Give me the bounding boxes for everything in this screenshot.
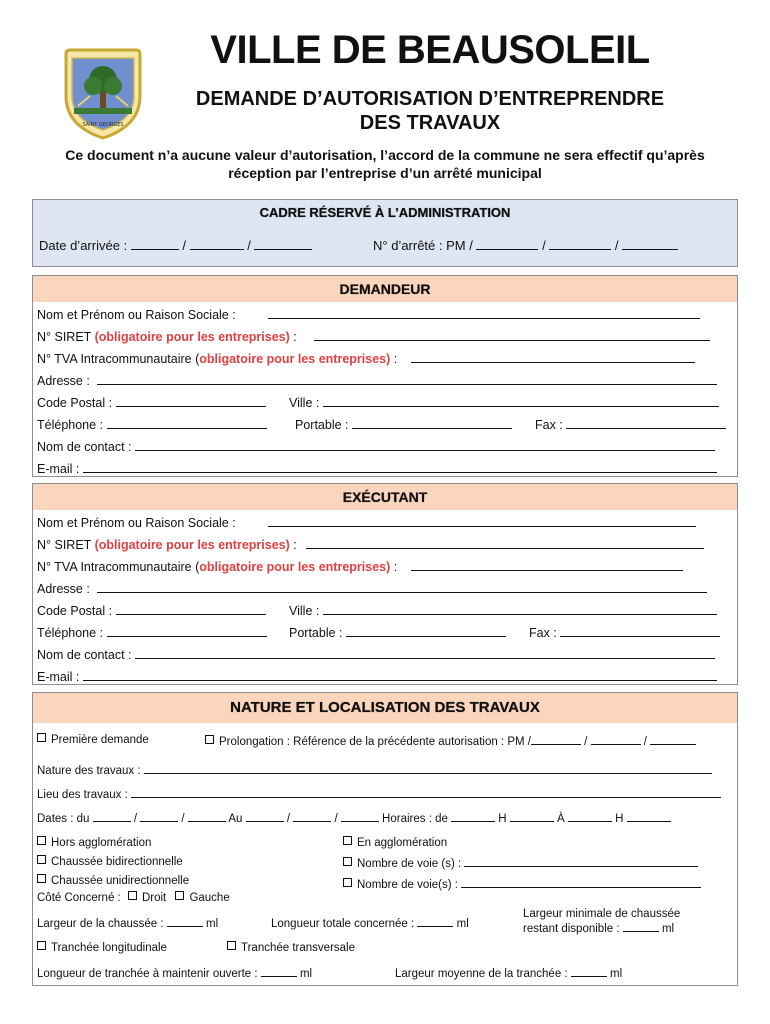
checkbox-icon bbox=[37, 855, 46, 864]
demandeur-section-title: DEMANDEUR bbox=[33, 276, 737, 302]
droit-checkbox[interactable]: Droit bbox=[124, 892, 166, 904]
executant-nom-field[interactable]: Nom et Prénom ou Raison Sociale : bbox=[37, 515, 696, 530]
admin-section-title: CADRE RÉSERVÉ À L’ADMINISTRATION bbox=[259, 205, 511, 220]
nature-section bbox=[32, 692, 738, 986]
largeur-chaussee-field[interactable]: Largeur de la chaussée : ml bbox=[37, 915, 218, 930]
largeur-minimale-field[interactable]: Largeur minimale de chaussée restant disponible : ml bbox=[523, 908, 681, 935]
executant-ville-field[interactable]: Ville : bbox=[289, 603, 717, 618]
executant-siret-field[interactable]: N° SIRET (obligatoire pour les entreprises) : bbox=[37, 537, 704, 552]
checkbox-icon bbox=[128, 891, 137, 900]
demandeur-nom-field[interactable]: Nom et Prénom ou Raison Sociale : bbox=[37, 307, 700, 322]
lieu-travaux-field[interactable]: Lieu des travaux : bbox=[37, 786, 721, 801]
en-agglomeration-checkbox[interactable]: En agglomération bbox=[343, 836, 447, 849]
demandeur-email-field[interactable]: E-mail : bbox=[37, 461, 717, 476]
demandeur-section bbox=[32, 275, 738, 477]
executant-code-postal-field[interactable]: Code Postal : bbox=[37, 603, 266, 618]
checkbox-icon bbox=[205, 735, 214, 744]
demandeur-ville-field[interactable]: Ville : bbox=[289, 395, 719, 410]
checkbox-icon bbox=[227, 941, 236, 950]
longueur-tranchee-field[interactable]: Longueur de tranchée à maintenir ouverte : ml bbox=[37, 965, 312, 980]
date-arrivee-field[interactable]: Date d’arrivée : / / bbox=[39, 238, 312, 253]
demandeur-adresse-field[interactable]: Adresse : bbox=[37, 373, 717, 388]
demandeur-telephone-field[interactable]: Téléphone : bbox=[37, 417, 267, 432]
cote-concerne-field: Côté Concerné : Droit Gauche bbox=[37, 892, 230, 904]
demandeur-portable-field[interactable]: Portable : bbox=[295, 417, 512, 432]
tranchee-longitudinale-checkbox[interactable]: Tranchée longitudinale bbox=[37, 941, 167, 954]
checkbox-icon bbox=[37, 874, 46, 883]
hors-agglomeration-checkbox[interactable]: Hors agglomération bbox=[37, 836, 151, 849]
disclaimer: Ce document n’a aucune valeur d’autorisation, l’accord de la commune ne sera effectif qu’après réception par l’entreprise d’un arrêté municipal bbox=[65, 147, 705, 181]
executant-contact-field[interactable]: Nom de contact : bbox=[37, 647, 715, 662]
nature-travaux-field[interactable]: Nature des travaux : bbox=[37, 762, 712, 777]
chaussee-bidirectionnelle-checkbox[interactable]: Chaussée bidirectionnelle bbox=[37, 855, 183, 868]
svg-text:SAINT GEORGES: SAINT GEORGES bbox=[82, 122, 124, 128]
checkbox-icon bbox=[343, 857, 352, 866]
largeur-moyenne-field[interactable]: Largeur moyenne de la tranchée : ml bbox=[395, 965, 622, 980]
executant-section bbox=[32, 483, 738, 685]
checkbox-icon bbox=[37, 941, 46, 950]
checkbox-icon bbox=[37, 836, 46, 845]
demandeur-tva-field[interactable]: N° TVA Intracommunautaire (obligatoire pour les entreprises) : bbox=[37, 351, 695, 366]
nombre-voie-uni-field[interactable]: Nombre de voie(s) : bbox=[343, 876, 701, 891]
demandeur-contact-field[interactable]: Nom de contact : bbox=[37, 439, 715, 454]
page-title: VILLE DE BEAUSOLEIL bbox=[210, 28, 650, 72]
executant-email-field[interactable]: E-mail : bbox=[37, 669, 717, 684]
prolongation-checkbox[interactable]: Prolongation : Référence de la précédente autorisation : PM / / / bbox=[205, 733, 696, 748]
admin-section bbox=[32, 199, 738, 267]
demandeur-code-postal-field[interactable]: Code Postal : bbox=[37, 395, 266, 410]
demandeur-siret-field[interactable]: N° SIRET (obligatoire pour les entreprises) : bbox=[37, 329, 710, 344]
executant-telephone-field[interactable]: Téléphone : bbox=[37, 625, 267, 640]
executant-adresse-field[interactable]: Adresse : bbox=[37, 581, 707, 596]
checkbox-icon bbox=[343, 878, 352, 887]
coat-of-arms-logo bbox=[60, 48, 146, 140]
form-subtitle: DEMANDE D’AUTORISATION D’ENTREPRENDRE DES TRAVAUX bbox=[195, 88, 665, 134]
executant-tva-field[interactable]: N° TVA Intracommunautaire (obligatoire pour les entreprises) : bbox=[37, 559, 683, 574]
checkbox-icon bbox=[37, 733, 46, 742]
executant-section-title: EXÉCUTANT bbox=[33, 484, 737, 510]
nature-section-title: NATURE ET LOCALISATION DES TRAVAUX bbox=[33, 693, 737, 723]
checkbox-icon bbox=[343, 836, 352, 845]
nombre-voie-bi-field[interactable]: Nombre de voie (s) : bbox=[343, 855, 698, 870]
executant-fax-field[interactable]: Fax : bbox=[529, 625, 720, 640]
checkbox-icon bbox=[175, 891, 184, 900]
numero-arrete-field[interactable]: N° d’arrêté : PM / / / bbox=[373, 238, 678, 253]
dates-horaires-field[interactable]: Dates : du / / Au / / Horaires : de H À H bbox=[37, 810, 671, 825]
gauche-checkbox[interactable]: Gauche bbox=[169, 892, 229, 904]
executant-portable-field[interactable]: Portable : bbox=[289, 625, 506, 640]
demandeur-fax-field[interactable]: Fax : bbox=[535, 417, 726, 432]
chaussee-unidirectionnelle-checkbox[interactable]: Chaussée unidirectionnelle bbox=[37, 874, 189, 887]
tranchee-transversale-checkbox[interactable]: Tranchée transversale bbox=[227, 941, 355, 954]
premiere-demande-checkbox[interactable]: Première demande bbox=[37, 733, 149, 746]
longueur-totale-field[interactable]: Longueur totale concernée : ml bbox=[271, 915, 469, 930]
